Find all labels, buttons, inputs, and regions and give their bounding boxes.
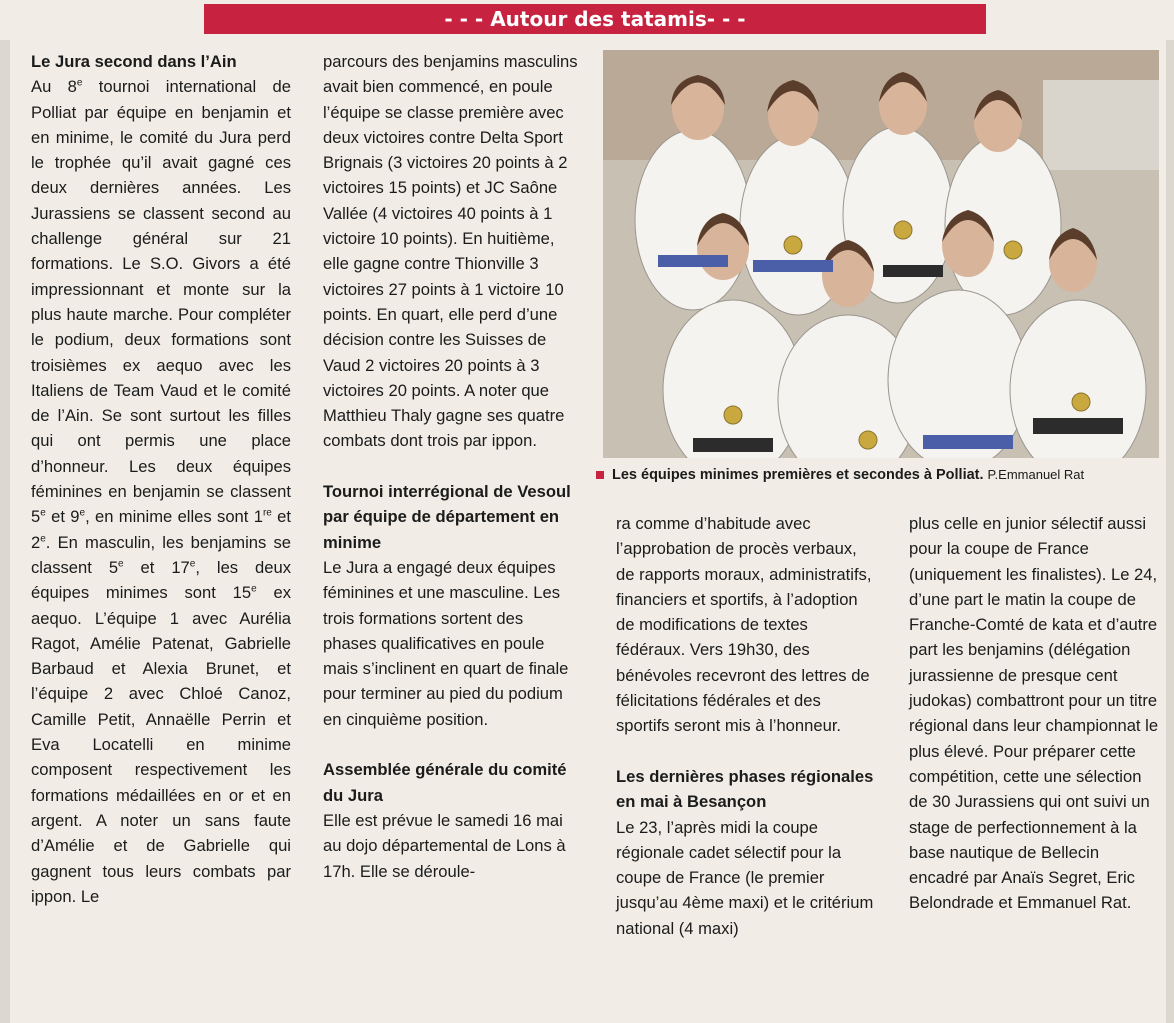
article-paragraph: ra comme d’habitude avec l’approbation de procès verbaux, de rapports moraux, administratifs, financiers et sportifs, à l’adoption de modifications de textes fédéraux. Vers 19h30, des bénévoles recevront des lettres de félicitations fédérales et des sportifs seront mis à l’honneur. [616,514,872,736]
article-paragraph: Elle est prévue le samedi 16 mai au dojo départemental de Lons à 17h. Elle se déroule- [323,810,566,881]
article-column-1 [31,49,291,909]
subheading-besancon: Les dernières phases régionales en mai à Besançon [616,766,874,812]
photo-credit: P.Emmanuel Rat [987,467,1085,482]
article-column-3 [616,511,878,941]
article-heading: Le Jura second dans l’Ain [31,52,237,71]
team-photo [603,50,1159,458]
article-paragraph: Le 23, l’après midi la coupe régionale cadet sélectif pour la coupe de France (le premier jusqu’au 4ème maxi) et le critérium national (4 maxi) [616,817,874,938]
article-paragraph: Au 8e tournoi international de Polliat par équipe en benjamin et en minime, le comité du Jura perd le trophée qu’il avait gagné ces deux dernières années. Les Jurassiens se classent second au challenge général sur 21 formations. Le S.O. Givors a été impressionnant et monte sur la plus haute marche. Pour compléter le podium, deux formations sont troisièmes ex aequo avec les Italiens de Team Vaud et le comité de l’Ain. Se sont surtout les filles qui ont permis une place d’honneur. Les deux équipes féminines en benjamin se classent 5e et 9e, en minime elles sont 1re et 2e. En masculin, les benjamins se classent 5e et 17e, les deux équipes minimes sont 15e ex aequo. L’équipe 1 avec Aurélia Ragot, Amélie Patenat, Gabrielle Barbaud et Alexia Brunet, et l’équipe 2 avec Chloé Canoz, Camille Petit, Annaëlle Perrin et Eva Locatelli en minime composent respectivement les formations médaillées en or et en argent. A noter un sans faute d’Amélie et de Gabrielle qui gagnent tous leurs combats par ippon. Le [31,77,292,906]
caption-text: Les équipes minimes premières et secondes à Polliat. [612,467,984,483]
article-paragraph: plus celle en junior sélectif aussi pour la coupe de France (uniquement les finalistes). Le 24, d’une part le matin la coupe de Franche-Comté de kata et d’autre part les benjamins (délégation jurassienne de presque cent judokas) combattront pour un titre régional dans leur championnat le plus élevé. Pour préparer cette compétition, cette une sélection de 30 Jurassiens qui ont suivi un stage de perfectionnement à la base nautique de Bellecin encadré par Anaïs Segret, Eric Belondrade et Emmanuel Rat. [909,514,1159,913]
photo-caption [596,465,1166,485]
article-column-2 [323,49,579,884]
judo-team-photo-illustration [603,50,1159,458]
subheading-vesoul: Tournoi interrégional de Vesoul par équipe de département en minime [323,482,571,552]
adjacent-page-bleed-right [1166,40,1174,1023]
subheading-assemblee: Assemblée générale du comité du Jura [323,760,567,805]
caption-marker-icon [596,471,604,479]
article-paragraph: parcours des benjamins masculins avait bien commencé, en poule l’équipe se classe première avec deux victoires contre Delta Sport Brignais (3 victoires 20 points à 2 victoires 15 points) et JC Saône Vallée (4 victoires 40 points à 1 victoire 10 points). En huitième, elle gagne contre Thionville 3 victoires 27 points à 1 victoire 10 points. En quart, elle perd d’une décision contre les Suisses de Vaud 2 victoires 20 points à 3 victoires 20 points. A noter que Matthieu Thaly gagne ses quatre combats dont trois par ippon. [323,52,578,451]
adjacent-page-bleed-left [0,40,10,1023]
section-title: - - - Autour des tatamis- - - [204,4,986,34]
article-paragraph: Le Jura a engagé deux équipes féminines et une masculine. Les trois formations sortent des phases qualificatives en poule mais s’inclinent en quart de finale pour terminer au pied du podium en cinquième position. [323,557,569,729]
article-column-4 [909,511,1163,916]
